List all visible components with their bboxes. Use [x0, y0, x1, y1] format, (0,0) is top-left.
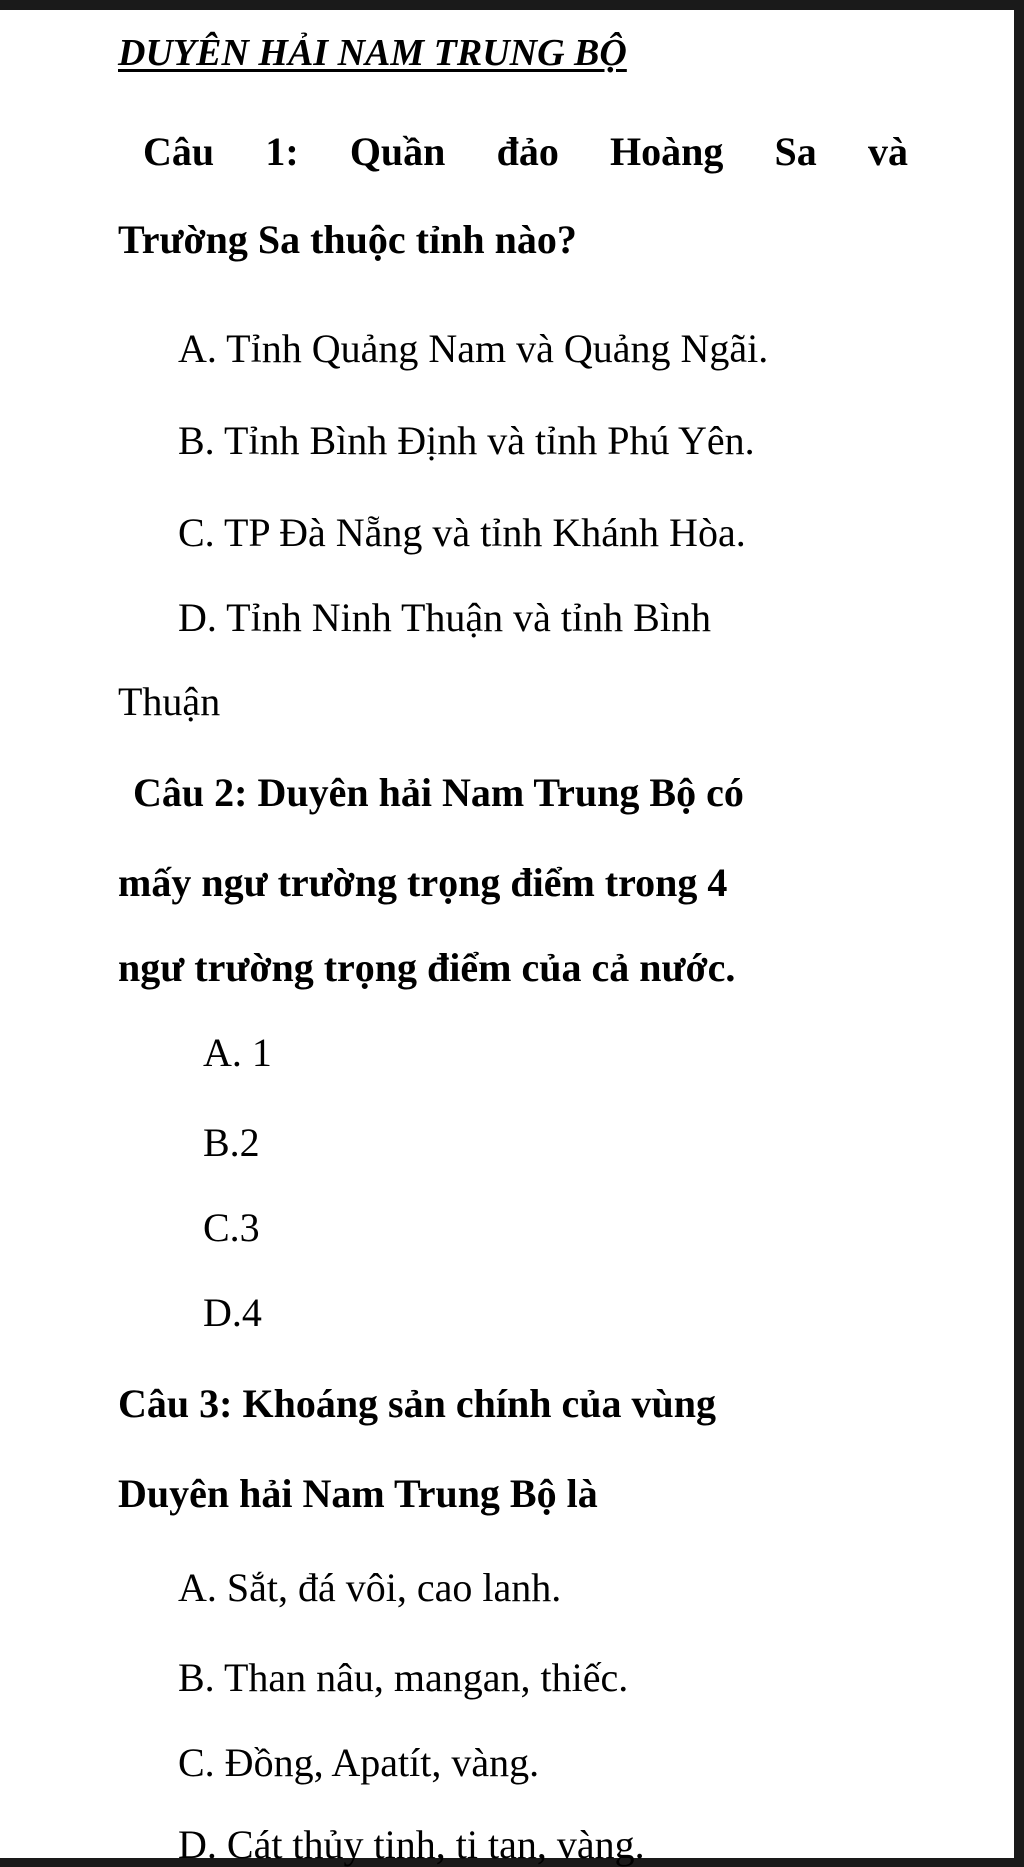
q3-option-d: D. Cát thủy tinh, ti tan, vàng. [178, 1822, 645, 1867]
document-page [0, 10, 1014, 1867]
q1-option-a: A. Tỉnh Quảng Nam và Quảng Ngãi. [178, 326, 769, 371]
q2-option-c: C.3 [203, 1205, 260, 1250]
document-title: DUYÊN HẢI NAM TRUNG BỘ [118, 32, 627, 74]
q1-word: Câu [143, 129, 215, 174]
q1-option-d: D. Tỉnh Ninh Thuận và tỉnh Bình [178, 595, 711, 640]
q1-word: Sa [774, 129, 817, 174]
q1-word: Hoàng [610, 129, 724, 174]
q1-word: Quần [349, 129, 446, 174]
question-2-text-line-3: ngư trường trọng điểm của cả nước. [118, 945, 736, 990]
question-1-text-line-2: Trường Sa thuộc tỉnh nào? [118, 217, 577, 262]
q1-word: và [867, 129, 908, 174]
q1-option-c: C. TP Đà Nẵng và tỉnh Khánh Hòa. [178, 510, 746, 555]
q3-option-a: A. Sắt, đá vôi, cao lanh. [178, 1565, 562, 1610]
q3-option-b: B. Than nâu, mangan, thiếc. [178, 1655, 629, 1700]
q2-option-d: D.4 [203, 1290, 262, 1335]
q2-option-b: B.2 [203, 1120, 260, 1165]
question-3-text-line-2: Duyên hải Nam Trung Bộ là [118, 1471, 598, 1516]
q3-option-c: C. Đồng, Apatít, vàng. [178, 1740, 540, 1785]
q1-option-d-continued: Thuận [118, 679, 221, 724]
q1-word: 1: [265, 129, 299, 174]
question-2-text-line-2: mấy ngư trường trọng điểm trong 4 [118, 860, 728, 905]
q1-word: đảo [496, 129, 559, 174]
question-1-text-line-1 [143, 129, 908, 174]
question-3-text-line-1: Câu 3: Khoáng sản chính của vùng [118, 1381, 716, 1426]
q2-option-a: A. 1 [203, 1030, 272, 1075]
q1-option-b: B. Tỉnh Bình Định và tỉnh Phú Yên. [178, 418, 755, 463]
question-2-text-line-1: Câu 2: Duyên hải Nam Trung Bộ có [133, 770, 744, 815]
